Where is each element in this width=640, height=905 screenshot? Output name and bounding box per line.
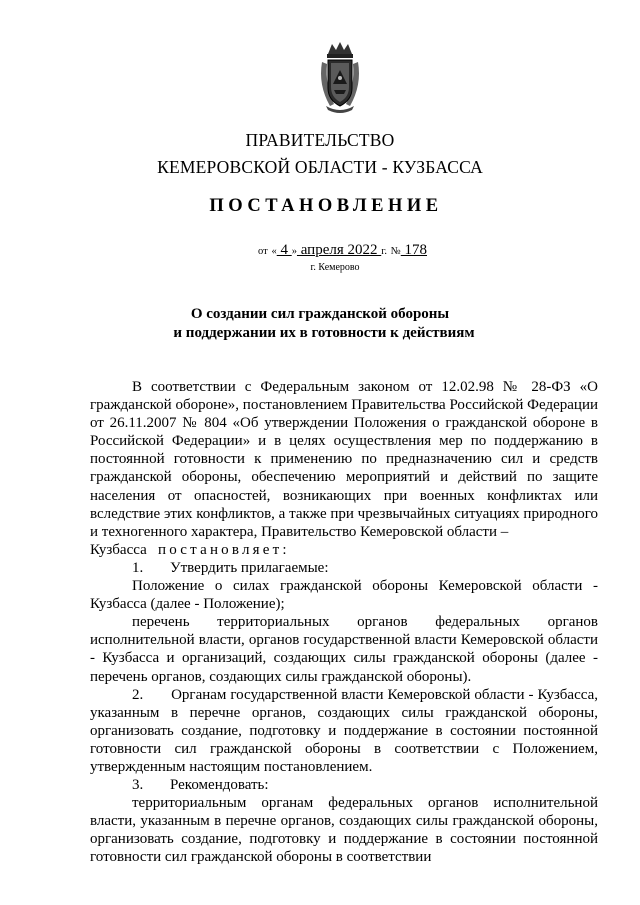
item-3-number: 3.: [132, 777, 144, 794]
item-1-b: перечень территориальных органов федеральных органов исполнительной власти, органов государственной власти Кемеровской области - Кузбасса и организаций, создающих силы гражданской обороны (далее - перечень органов, создающих силы гражданской обороны).: [90, 614, 598, 685]
item-2-number: 2.: [132, 686, 144, 703]
item-1-text: Утвердить прилагаемые:: [170, 559, 329, 576]
item-3: [90, 776, 598, 794]
item-1-number: 1.: [132, 559, 144, 576]
item-3-a: территориальным органам федеральных органов исполнительной власти, указанным в перечне органов, создающих силы гражданской обороны, организовать создание, подготовку и поддержание в состоянии постоянной готовности сил гражданской обороны в соответствии: [90, 795, 598, 866]
dateline-year-suffix: г.: [381, 246, 387, 257]
document-type: ПОСТАНОВЛЕНИЕ: [209, 196, 443, 216]
intro-end: Кузбасса: [90, 541, 147, 558]
item-1-a: Положение о силах гражданской обороны Кемеровской области - Кузбасса (далее - Положение);: [90, 578, 598, 613]
document-city: г. Кемерово: [310, 262, 360, 273]
document-body: [90, 378, 598, 867]
dateline-open-quote: «: [271, 246, 277, 257]
resolves-word: постановляет:: [158, 541, 290, 558]
document-title-line2: и поддержании их в готовности к действиям: [173, 325, 475, 341]
dateline-from: от: [258, 246, 268, 257]
dateline-number: 178: [400, 242, 428, 258]
government-name-line2: КЕМЕРОВСКОЙ ОБЛАСТИ - КУЗБАССА: [157, 157, 483, 177]
government-name-line1: ПРАВИТЕЛЬСТВО: [245, 130, 395, 150]
dateline-close-quote: »: [291, 246, 297, 257]
dateline-month-year: апреля 2022: [296, 242, 382, 258]
resolution-line: [90, 541, 598, 559]
item-3-text: Рекомендовать:: [170, 777, 269, 794]
item-1: [90, 559, 598, 577]
dateline-number-sign: №: [390, 246, 401, 257]
dateline-day: 4: [276, 242, 292, 258]
intro-paragraph: В соответствии с Федеральным законом от 12.02.98 № 28-ФЗ «О гражданской обороне», постановлением Правительства Российской Федерации от 26.11.2007 № 804 «Об утверждении Положения о гражданской обороне в Российской Федерации» и в целях осуществления мер по поддержанию в постоянной готовности к применению по предназначению сил и средств гражданской обороны, обеспечению мероприятий и действий по защите населения от опасностей, возникающих при военных конфликтах или вследствие этих конфликтов, а также при чрезвычайных ситуациях природного и техногенного характера, Правительство Кемеровской области –: [90, 379, 598, 540]
item-2: [90, 686, 598, 776]
document-title-line1: О создании сил гражданской обороны: [190, 306, 450, 322]
coat-of-arms-icon: [318, 40, 362, 116]
item-2-text: Органам государственной власти Кемеровской области - Кузбасса, указанным в перечне органов, создающих силы гражданской обороны, организовать создание, подготовку и поддержание в состоянии постоянной готовности сил гражданской обороны в соответствии с Положением, утвержденным настоящим постановлением.: [90, 686, 599, 775]
document-dateline: [258, 242, 427, 259]
